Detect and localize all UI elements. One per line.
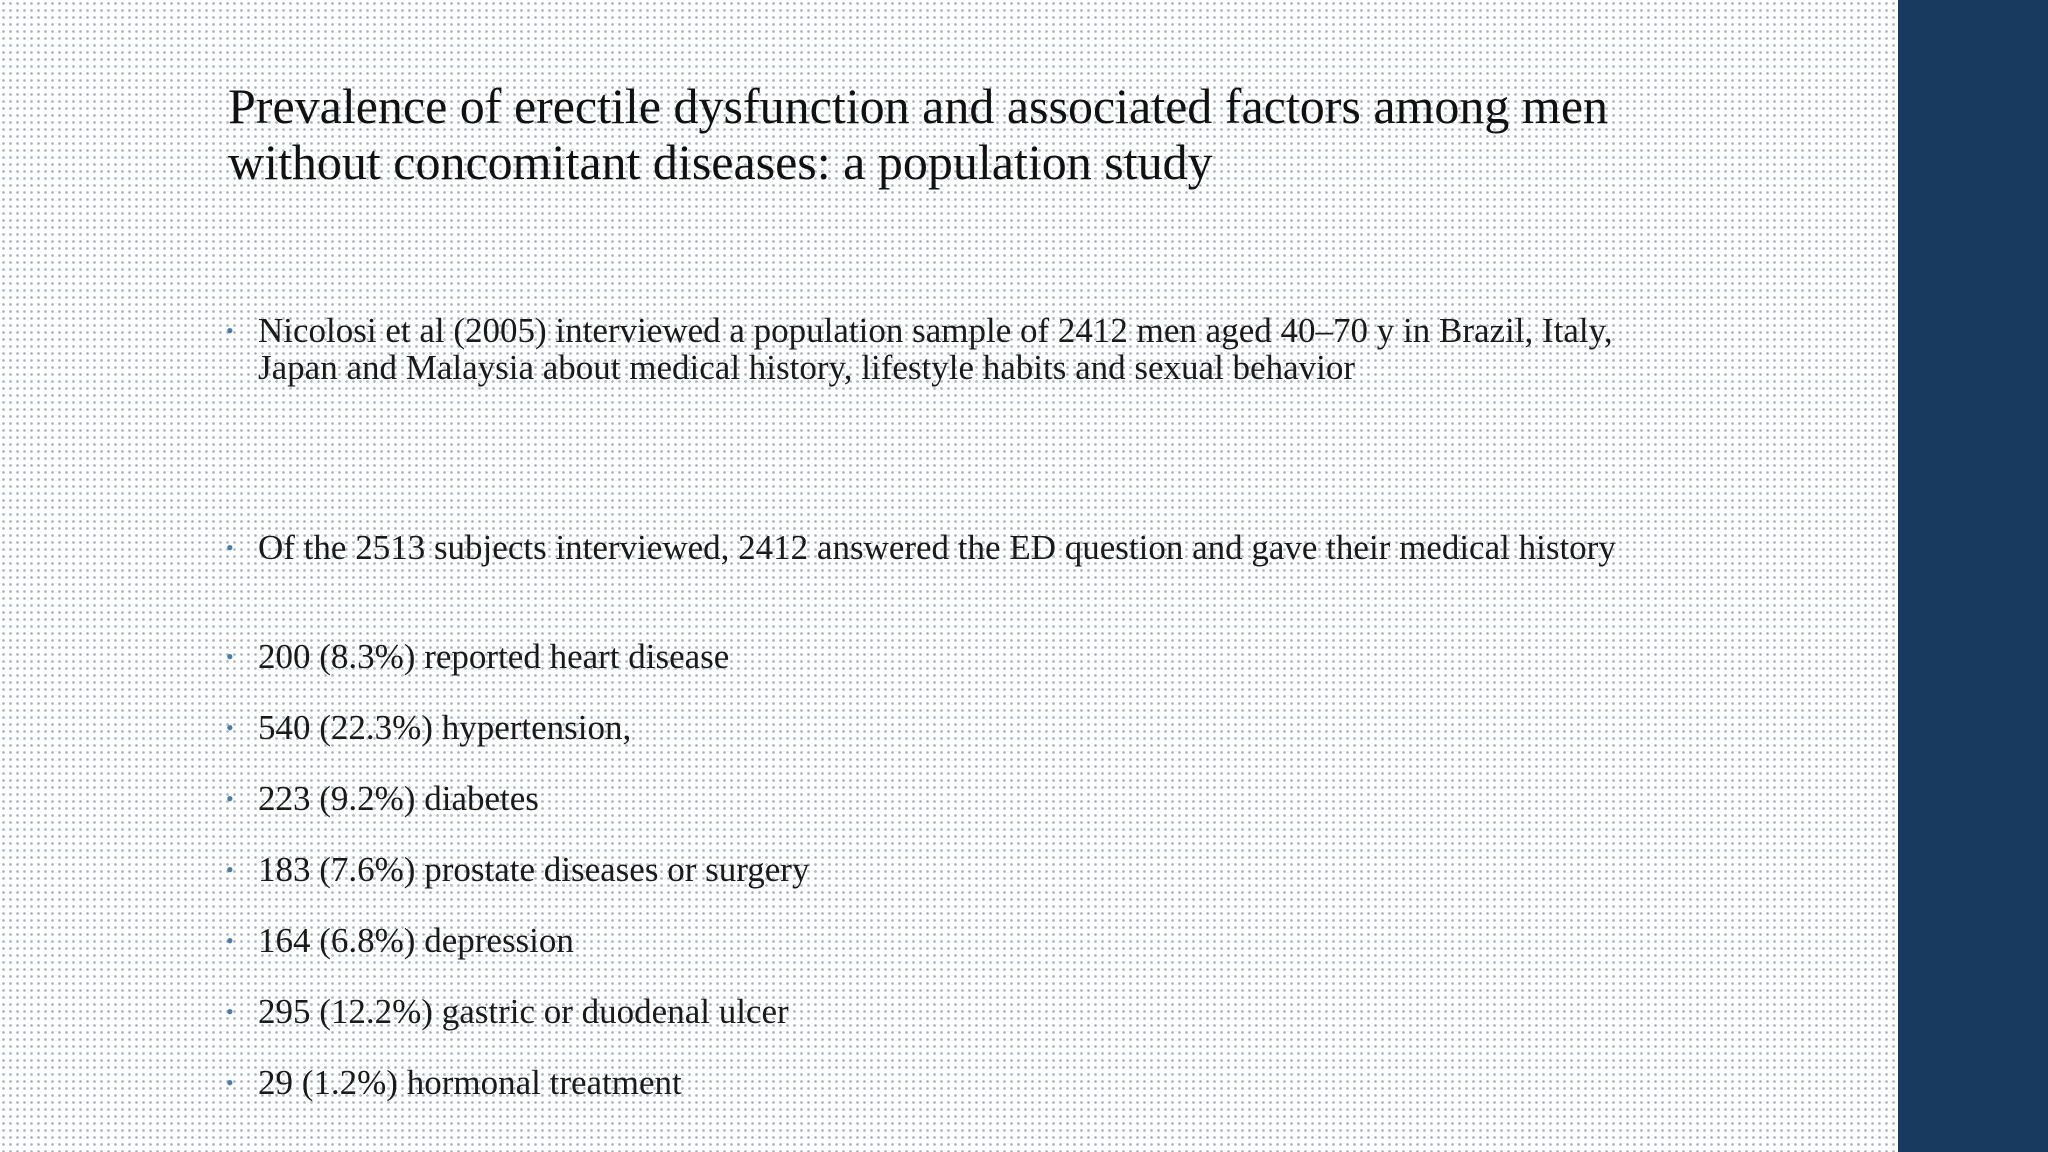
bullet-marker-icon: • [226, 1070, 234, 1095]
bullet-text: 200 (8.3%) reported heart disease [258, 637, 730, 676]
bullet-marker-icon: • [226, 535, 234, 560]
bullet-text: 164 (6.8%) depression [258, 921, 574, 960]
bullet-item [226, 312, 1696, 386]
slide-title: Prevalence of erectile dysfunction and associated factors among men without concomitant diseases: a population study [228, 78, 1609, 190]
bullet-item [226, 780, 1696, 817]
bullet-item [226, 922, 1696, 959]
bullet-marker-icon: • [226, 857, 234, 882]
bullet-marker-icon: • [226, 999, 234, 1024]
bullet-text: 295 (12.2%) gastric or duodenal ulcer [258, 992, 789, 1031]
bullet-item [226, 638, 1696, 675]
bullet-text: Of the 2513 subjects interviewed, 2412 answered the ED question and gave their medical history [258, 528, 1616, 567]
bullet-item [226, 993, 1696, 1030]
bullet-text: 183 (7.6%) prostate diseases or surgery [258, 850, 810, 889]
bullet-text: 29 (1.2%) hormonal treatment [258, 1063, 682, 1102]
bullet-item [226, 1064, 1696, 1101]
bullet-marker-icon: • [226, 786, 234, 811]
bullet-item [226, 529, 1696, 566]
bullet-item [226, 709, 1696, 746]
bullet-marker-icon: • [226, 928, 234, 953]
bullet-text: 223 (9.2%) diabetes [258, 779, 539, 818]
bullet-item [226, 851, 1696, 888]
bullet-marker-icon: • [226, 318, 234, 343]
bullet-text: Nicolosi et al (2005) interviewed a population sample of 2412 men aged 40–70 y in Brazil, Italy, Japan and Malaysia about medical history, lifestyle habits and sexual behavior [258, 311, 1613, 387]
bullet-marker-icon: • [226, 644, 234, 669]
side-accent-band [1898, 0, 2048, 1152]
bullet-text: 540 (22.3%) hypertension, [258, 708, 632, 747]
bullet-marker-icon: • [226, 715, 234, 740]
